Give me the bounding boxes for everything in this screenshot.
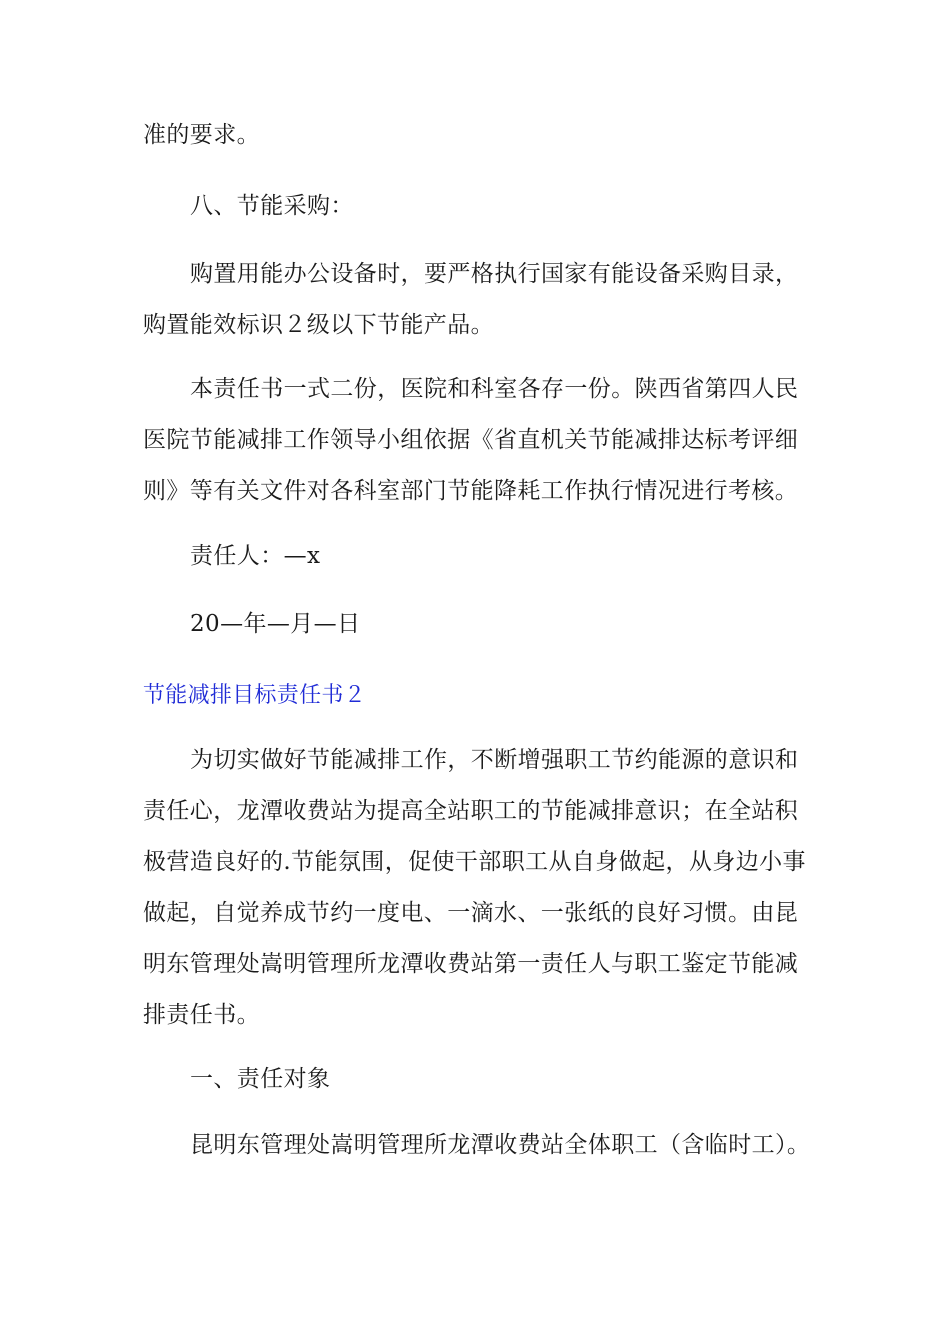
section-heading: 节能减排目标责任书２ bbox=[143, 683, 367, 708]
section-title-responsibility-target: 一、责任对象 bbox=[190, 1066, 331, 1092]
paragraph-procurement: 购置用能办公设备时，要严格执行国家有能设备采购目录，购置能效标识２级以下节能产品。 bbox=[143, 261, 799, 338]
paragraph-copies-assessment: 本责任书一式二份，医院和科室各存一份。陕西省第四人民医院节能减排工作领导小组依据《省直机关节能减排达标考评细则》等有关文件对各科室部门节能降耗工作执行情况进行考核。 bbox=[143, 376, 799, 504]
date-line: 20—年—月—日 bbox=[190, 611, 361, 637]
paragraph-intro: 为切实做好节能减排工作，不断增强职工节约能源的意识和责任心，龙潭收费站为提高全站职工的节能减排意识；在全站积极营造良好的.节能氛围，促使干部职工从自身做起，从身边小事做起，自觉养成节约一度电、一滴水、一张纸的良好习惯。由昆明东管理处嵩明管理所龙潭收费站第一责任人与职工鉴定节能减排责任书。 bbox=[143, 747, 806, 1028]
section-title-procurement: 八、节能采购： bbox=[190, 193, 354, 219]
responsible-person: 责任人：—x bbox=[190, 543, 321, 569]
paragraph-responsibility-target: 昆明东管理处嵩明管理所龙潭收费站全体职工（含临时工）。 bbox=[190, 1132, 811, 1158]
paragraph-continuation: 准的要求。 bbox=[143, 122, 260, 148]
